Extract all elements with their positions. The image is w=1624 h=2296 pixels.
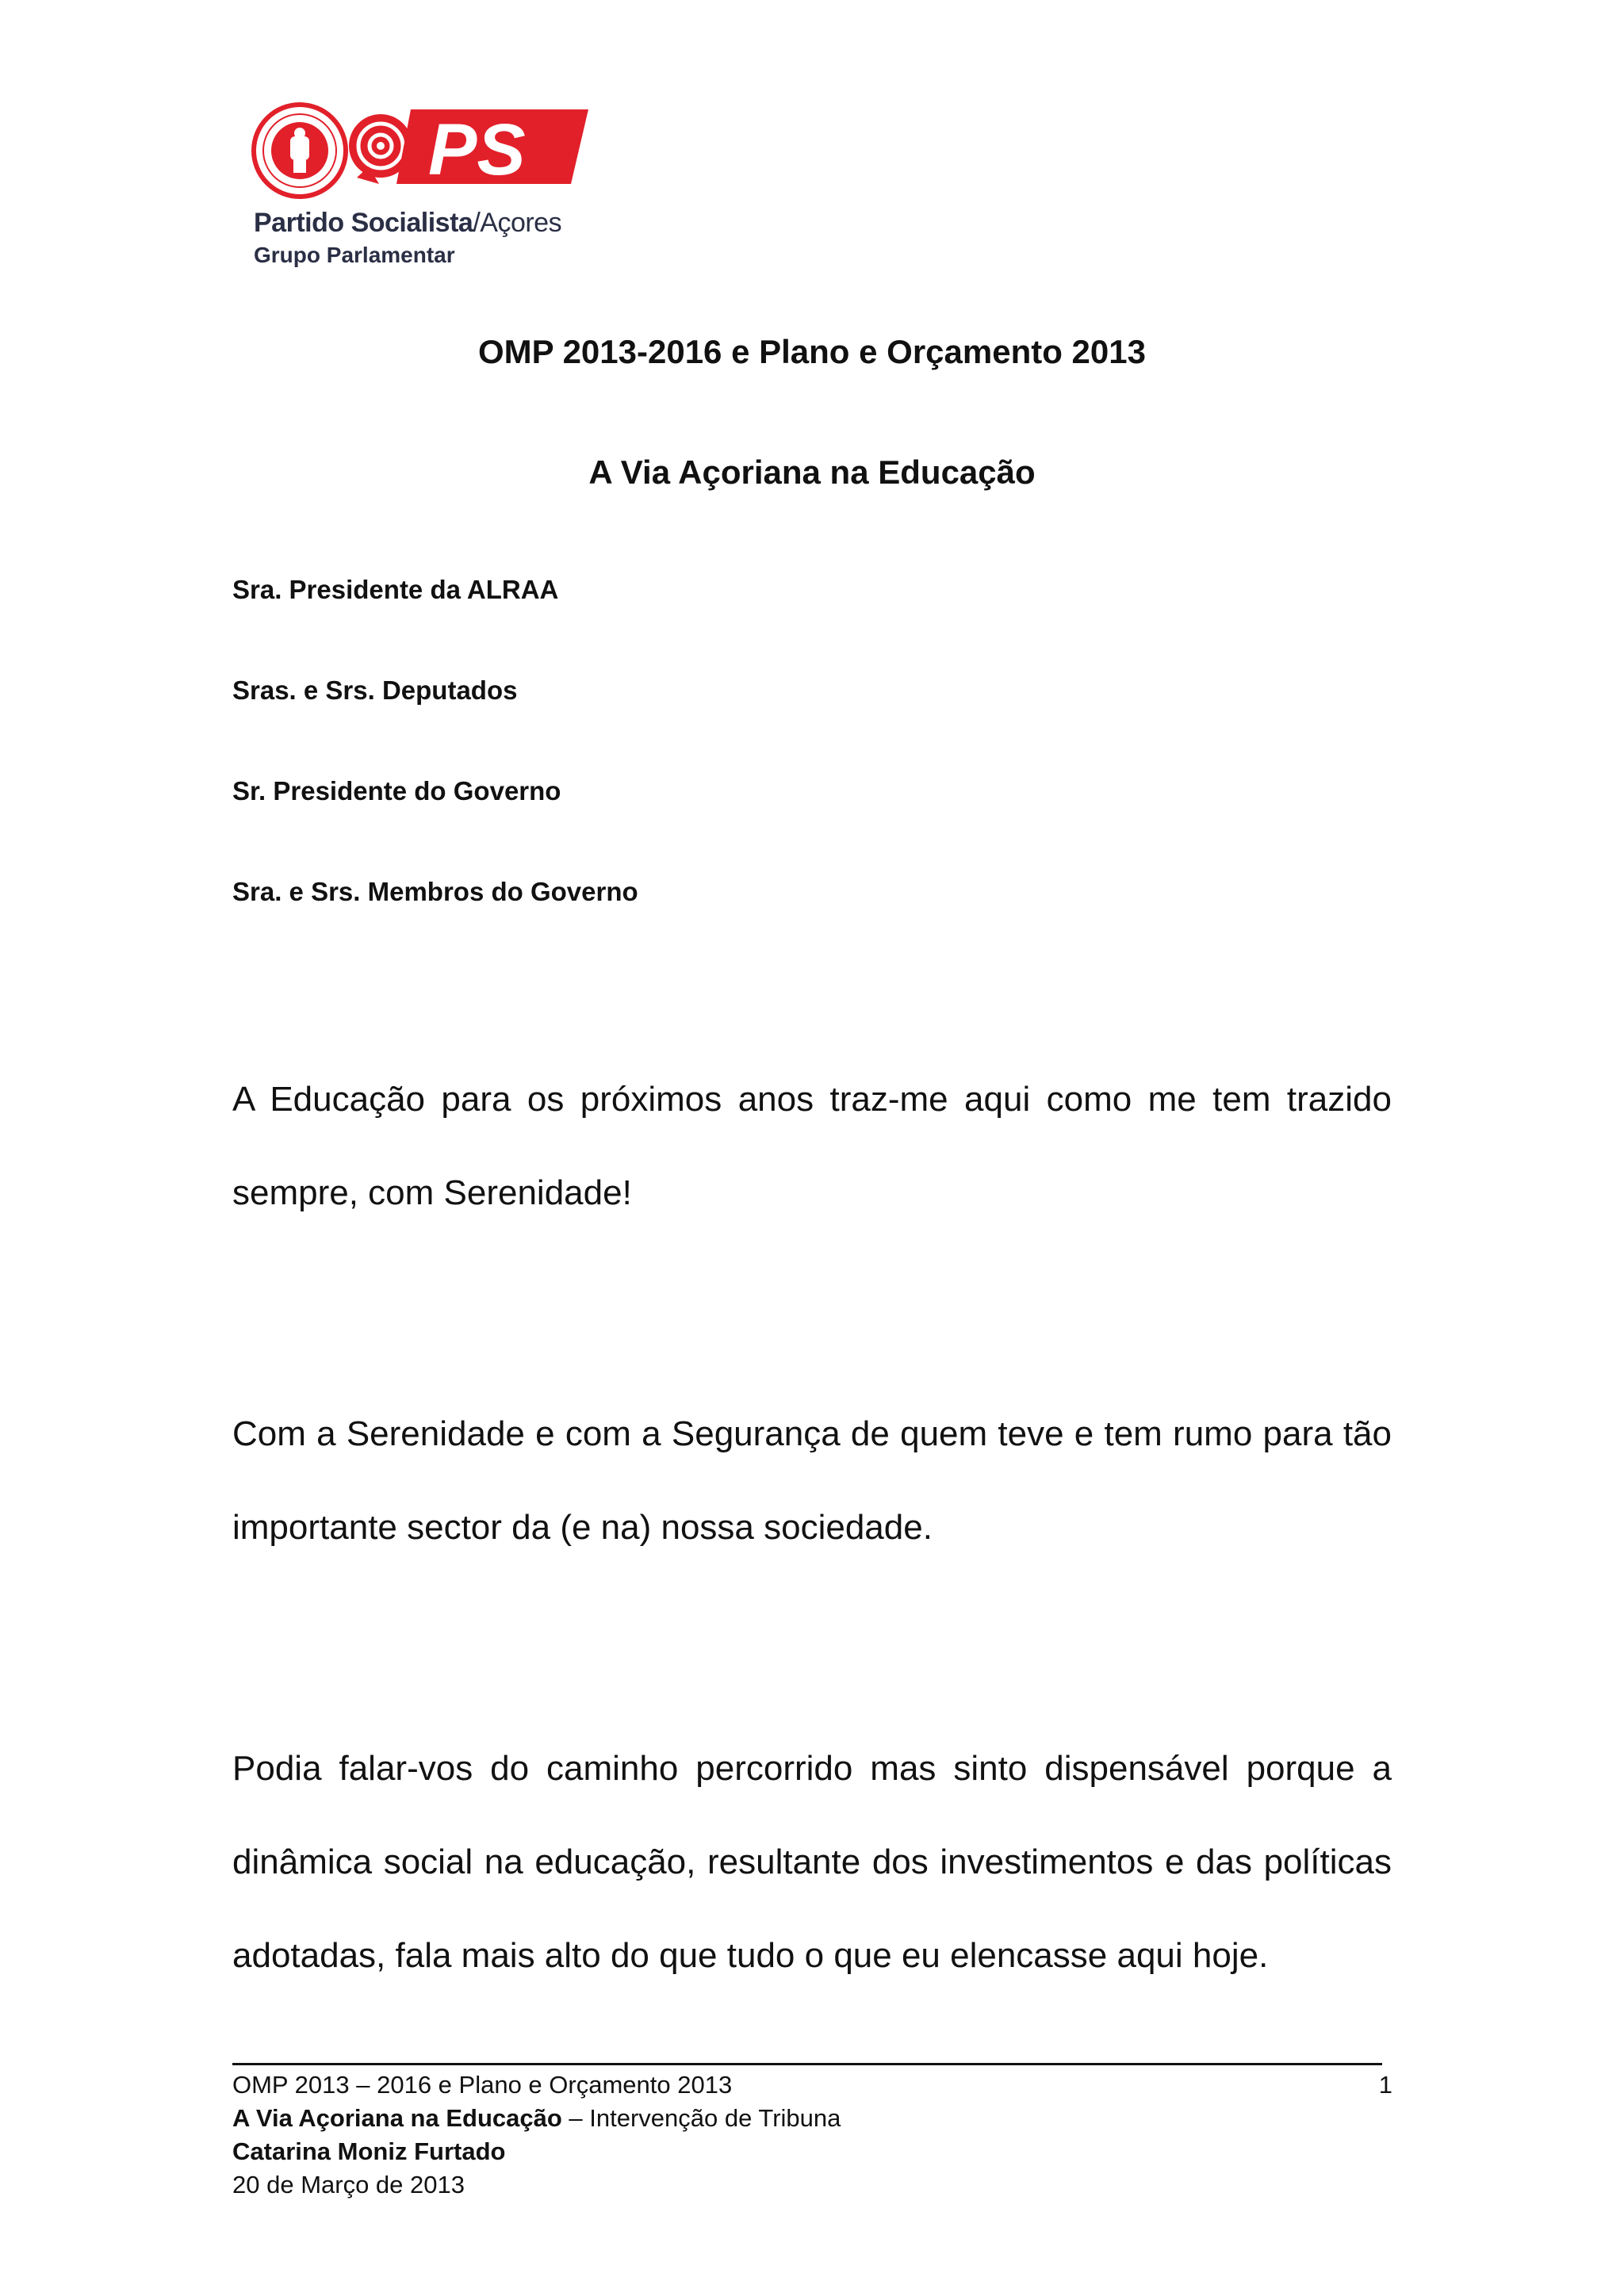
footer-divider bbox=[232, 2063, 1382, 2065]
footer-author: Catarina Moniz Furtado bbox=[232, 2137, 506, 2165]
salutation-line: Sra. e Srs. Membros do Governo bbox=[232, 877, 638, 906]
paragraph-line: importante sector da (e na) nossa sociedade. bbox=[232, 1508, 933, 1547]
party-region-text: /Açores bbox=[473, 208, 562, 238]
party-name-text: Partido Socialista bbox=[254, 208, 473, 238]
footer-speech-title bbox=[232, 2104, 841, 2133]
footer-speech-title-bold: A Via Açoriana na Educação bbox=[232, 2104, 562, 2132]
body-paragraph bbox=[232, 1387, 1392, 1575]
ps-banner bbox=[396, 109, 588, 190]
body-paragraph bbox=[232, 1053, 1392, 1240]
footer-speech-type: – Intervenção de Tribuna bbox=[561, 2104, 841, 2132]
ps-logotype: PS bbox=[428, 109, 526, 190]
document-subtitle: A Via Açoriana na Educação bbox=[588, 453, 1036, 491]
footer-date: 20 de Março de 2013 bbox=[232, 2171, 465, 2198]
party-logo bbox=[230, 95, 611, 293]
paragraph-line: Com a Serenidade e com a Segurança de quem teve e tem rumo para tão bbox=[232, 1414, 1392, 1453]
salutation-line: Sra. Presidente da ALRAA bbox=[232, 575, 559, 604]
paragraph-line: dinâmica social na educação, resultante dos investimentos e das políticas bbox=[232, 1843, 1392, 1881]
paragraph-line: sempre, com Serenidade! bbox=[232, 1173, 632, 1212]
paragraph-line: adotadas, fala mais alto do que tudo o que eu elencasse aqui hoje. bbox=[232, 1936, 1269, 1975]
seal-icon bbox=[254, 105, 346, 197]
party-group: Grupo Parlamentar bbox=[254, 243, 455, 267]
footer-doc-title: OMP 2013 – 2016 e Plano e Orçamento 2013 bbox=[232, 2071, 733, 2099]
body-paragraph bbox=[232, 1722, 1392, 2003]
page-number: 1 bbox=[1378, 2071, 1392, 2099]
logo-graphic bbox=[230, 95, 611, 206]
document-title: OMP 2013-2016 e Plano e Orçamento 2013 bbox=[477, 333, 1146, 370]
paragraph-line: A Educação para os próximos anos traz-me aqui como me tem trazido bbox=[232, 1080, 1392, 1119]
paragraph-line: Podia falar-vos do caminho percorrido mas sinto dispensável porque a bbox=[232, 1749, 1392, 1788]
party-name bbox=[254, 208, 561, 239]
salutation-line: Sr. Presidente do Governo bbox=[232, 776, 561, 806]
salutation-line: Sras. e Srs. Deputados bbox=[232, 675, 518, 705]
